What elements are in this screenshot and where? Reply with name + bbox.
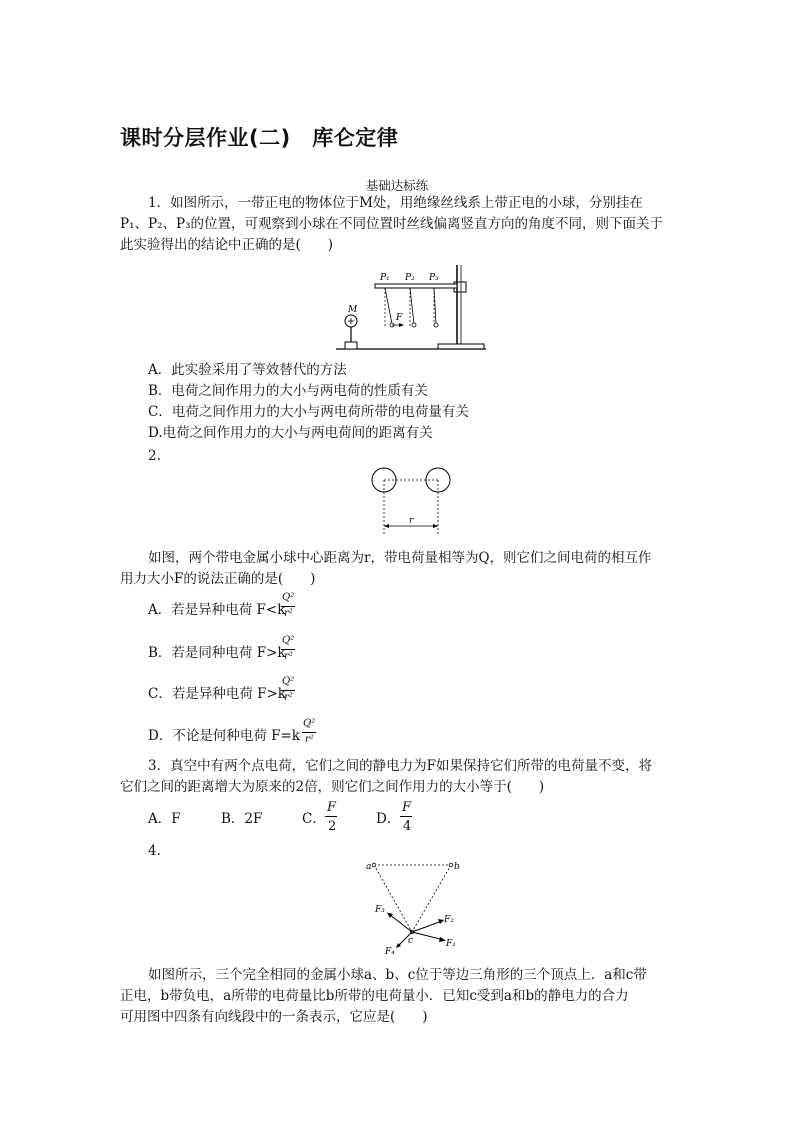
q3-option-c-numerator: F xyxy=(327,800,337,815)
q3-option-c-denominator: 2 xyxy=(328,819,337,834)
q2-number: 2. xyxy=(148,448,161,464)
fig-label-c: c xyxy=(408,936,414,946)
fig-label-f3: F₃ xyxy=(375,905,385,915)
q3-option-c: C． xyxy=(302,811,326,827)
q3-option-d-denominator: 4 xyxy=(403,819,412,834)
fig-label-b: b xyxy=(454,862,460,872)
q2-option-b-numerator: Q² xyxy=(282,635,295,646)
q2-option-b: B．若是同种电荷 F>k xyxy=(148,645,286,661)
q1-option-a: A．此实验采用了等效替代的方法 xyxy=(148,362,347,378)
q2-line-2: 用力大小F的说法正确的是( ) xyxy=(120,571,316,587)
q2-option-c-denominator: r² xyxy=(284,692,293,703)
q3-option-d: D． xyxy=(376,811,401,827)
q4-figure-triangle-forces xyxy=(362,856,472,960)
q1-option-d: D.电荷之间作用力的大小与两电荷间的距离有关 xyxy=(148,425,433,441)
q2-option-b-fraction-bar xyxy=(281,649,295,650)
q4-line-2: 正电，b带负电，a所带的电荷量比b所带的电荷量小．已知c受到a和b的静电力的合力 xyxy=(120,988,629,1004)
fig-label-f4: F₄ xyxy=(385,947,395,957)
q3-option-b: B．2F xyxy=(221,811,263,827)
section-heading: 基础达标练 xyxy=(365,178,429,193)
fig-label-p1: P₁ xyxy=(380,273,390,283)
q1-line-2: P₁、P₂、P₃的位置，可观察到小球在不同位置时丝线偏离竖直方向的角度不同，则下面关于 xyxy=(120,216,663,232)
fig-label-r: r xyxy=(409,516,414,526)
q2-option-b-denominator: r² xyxy=(284,651,293,662)
q3-option-a: A．F xyxy=(148,811,181,827)
q2-line-1: 如图，两个带电金属小球中心距离为r，带电荷量相等为Q，则它们之间电荷的相互作 xyxy=(148,550,652,566)
q2-option-d-denominator: r² xyxy=(305,734,314,745)
fig-label-f: F xyxy=(396,313,403,323)
page-title: 课时分层作业(二) 库仑定律 xyxy=(120,126,399,150)
q2-option-d-numerator: Q² xyxy=(303,718,316,729)
q2-option-a: A．若是异种电荷 F<k xyxy=(148,602,286,618)
q4-number: 4. xyxy=(148,843,161,859)
q2-option-c-fraction-bar xyxy=(281,690,295,691)
q2-option-a-fraction-bar xyxy=(281,606,295,607)
fig-label-f2: F₂ xyxy=(444,915,454,925)
q2-option-c-numerator: Q² xyxy=(282,676,295,687)
q2-figure-two-spheres xyxy=(368,466,454,538)
q1-option-b: B．电荷之间作用力的大小与两电荷的性质有关 xyxy=(148,383,428,399)
q3-option-d-fraction-bar xyxy=(400,816,412,817)
q3-line-2: 它们之间的距离增大为原来的2倍，则它们之间作用力的大小等于( ) xyxy=(120,779,545,795)
q1-option-c: C．电荷之间作用力的大小与两电荷所带的电荷量有关 xyxy=(148,404,469,420)
q1-line-3: 此实验得出的结论中正确的是( ) xyxy=(120,237,334,253)
fig-label-p2: P₂ xyxy=(405,273,415,283)
q2-option-c: C．若是异种电荷 F>k xyxy=(148,686,286,702)
q2-option-a-denominator: r² xyxy=(284,608,293,619)
q4-line-1: 如图所示，三个完全相同的金属小球a、b、c位于等边三角形的三个顶点上．a和c带 xyxy=(148,967,647,983)
q1-line-1: 1．如图所示，一带正电的物体位于M处，用绝缘丝线系上带正电的小球，分别挂在 xyxy=(148,195,643,211)
q2-option-d-fraction-bar xyxy=(302,732,316,733)
q1-figure-pendulum-apparatus xyxy=(330,262,490,354)
q3-line-1: 3．真空中有两个点电荷，它们之间的静电力为F如果保持它们所带的电荷量不变，将 xyxy=(148,758,652,774)
fig-label-f1: F₁ xyxy=(446,939,456,949)
fig-label-p3: P₃ xyxy=(429,273,439,283)
q2-option-a-numerator: Q² xyxy=(282,592,295,603)
q2-option-d: D．不论是何种电荷 F=k xyxy=(148,728,300,744)
q3-option-c-fraction-bar xyxy=(325,816,337,817)
fig-label-a: a xyxy=(366,862,372,872)
fig-label-m: M xyxy=(348,305,358,315)
q4-line-3: 可用图中四条有向线段中的一条表示，它应是( ) xyxy=(120,1009,428,1025)
q3-option-d-numerator: F xyxy=(402,800,412,815)
